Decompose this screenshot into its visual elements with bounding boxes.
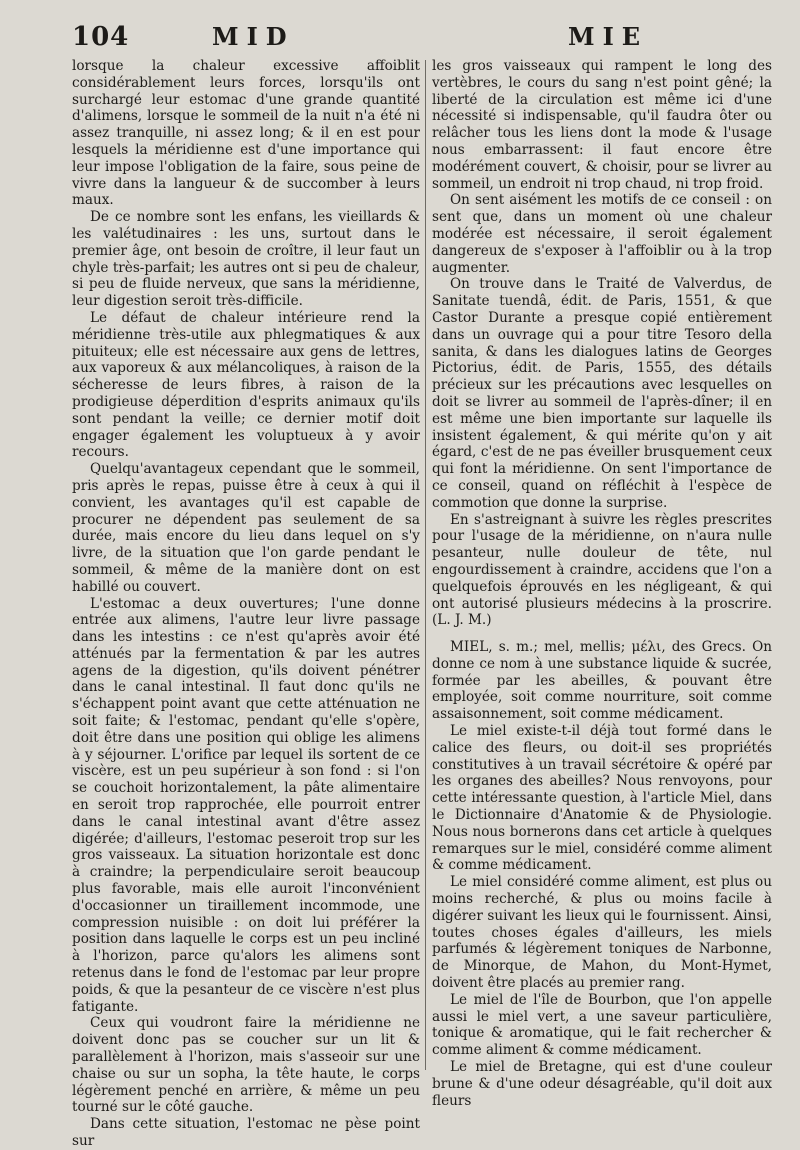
right-column xyxy=(432,58,772,1109)
left-running-head: MID xyxy=(212,22,295,51)
column-divider xyxy=(425,60,426,1070)
paragraph: Quelqu'avantageux cependant que le sommeil, pris après le repas, puisse être à ceux à qui il convient, les avantages qu'il est capable de procurer ne dépendent pas seulement de sa durée, mais encore du lieu dans lequel on s'y livre, de la situation que l'on garde pendant le sommeil, & même de la manière dont on est habillé ou couvert. xyxy=(72,461,420,595)
paragraph: De ce nombre sont les enfans, les vieillards & les valétudinaires : les uns, surtout dans le premier âge, ont besoin de croître, il leur faut un chyle très-parfait; les autres ont si peu de chaleur, si peu de fluide nerveux, que sans la méridienne, leur digestion seroit très-difficile. xyxy=(72,209,420,310)
section-gap xyxy=(432,629,772,639)
paragraph: On trouve dans le Traité de Valverdus, de Sanitate tuendâ, édit. de Paris, 1551, & que Castor Durante a presque copié entièrement dans un ouvrage qui a pour titre Tesoro della sanita, & dans les dialogues latins de Georges Pictorius, édit. de Paris, 1555, des détails précieux sur les précautions avec lesquelles on doit se livrer au sommeil de l'après-dîner; il en est même une bien importante sur laquelle ils insistent également, & qui mérite qu'on y ait égard, c'est de ne pas éveiller brusquement ceux qui font la méridienne. On sent l'importance de ce conseil, quand on réfléchit à l'espèce de commotion que donne la surprise. xyxy=(432,276,772,511)
paragraph: En s'astreignant à suivre les règles prescrites pour l'usage de la méridienne, on n'aura nulle pesanteur, nulle douleur de tête, nul engourdissement à craindre, accidens que l'on a quelquefois éprouvés en les négligeant, & qui ont autorisé plusieurs médecins à la proscrire. (L. J. M.) xyxy=(432,511,772,629)
paragraph: lorsque la chaleur excessive affoiblit considérablement leurs forces, lorsqu'ils ont surchargé leur estomac d'une grande quantité d'alimens, lorsque le sommeil de la nuit n'a été ni assez tranquille, ni assez long; & il en est pour lesquels la méridienne est d'une importance qui leur impose l'obligation de la faire, sous peine de vivre dans la langueur & de succomber à leurs maux. xyxy=(72,58,420,209)
paragraph: On sent aisément les motifs de ce conseil : on sent que, dans un moment où une chaleur modérée est nécessaire, il seroit également dangereux de s'exposer à l'affoiblir ou à la trop augmenter. xyxy=(432,192,772,276)
paragraph: Ceux qui voudront faire la méridienne ne doivent donc pas se coucher sur un lit & parallèlement à l'horizon, mais s'asseoir sur une chaise ou sur un sopha, la tête haute, le corps légèrement penché en arrière, & même un peu tourné sur le côté gauche. xyxy=(72,1015,420,1116)
paragraph: Dans cette situation, l'estomac ne pèse point sur xyxy=(72,1116,420,1149)
paragraph: les gros vaisseaux qui rampent le long des vertèbres, le cours du sang n'est point gêné; la liberté de la circulation est même ici d'une nécessité si indispensable, qu'il faudra ôter ou relâcher tous les liens dont la mode & l'usage nous embarrassent: il faut encore être modérément couvert, & choisir, pour se livrer au sommeil, un endroit ni trop chaud, ni trop froid. xyxy=(432,58,772,192)
paragraph: L'estomac a deux ouvertures; l'une donne entrée aux alimens, l'autre leur livre passage dans les intestins : ce n'est qu'après avoir été atténués par la fermentation & par les autres agens de la digestion, qu'ils doivent pénétrer dans le canal intestinal. Il faut donc qu'ils ne s'échappent point avant que cette atténuation ne soit faite; & l'estomac, pendant qu'elle s'opère, doit être dans une position qui oblige les alimens à y séjourner. L'orifice par lequel ils sortent de ce viscère, est un peu supérieur à son fond : si l'on se couchoit horizontalement, la pâte alimentaire en seroit trop rapprochée, elle pourroit entrer dans le canal intestinal avant d'être assez digérée; d'ailleurs, l'estomac peseroit trop sur les gros vaisseaux. La situation horizontale est donc à craindre; la perpendiculaire seroit beaucoup plus favorable, mais elle auroit l'inconvénient d'occasionner un tiraillement incommode, une compression nuisible : on doit lui préférer la position dans laquelle le corps est un peu incliné à l'horizon, parce qu'alors les alimens sont retenus dans le fond de l'estomac par leur propre poids, & que la pesanteur de ce viscère n'est plus fatigante. xyxy=(72,595,420,1015)
paragraph: Le miel existe-t-il déjà tout formé dans le calice des fleurs, ou doit-il ses propriétés constitutives à un travail sécrétoire & opéré par les organes des abeilles? Nous renvoyons, pour cette intéressante question, à l'article Miel, dans le Dictionnaire d'Anatomie & de Physiologie. Nous nous bornerons dans cet article à quelques remarques sur le miel, considéré comme aliment & comme médicament. xyxy=(432,723,772,874)
paragraph: MIEL, s. m.; mel, mellis; μέλι, des Grecs. On donne ce nom à une substance liquide & sucrée, formée par les abeilles, & pouvant être employée, soit comme nourriture, soit comme assaisonnement, soit comme médicament. xyxy=(432,639,772,723)
page-header xyxy=(0,22,800,58)
paragraph: Le miel de Bretagne, qui est d'une couleur brune & d'une odeur désagréable, qu'il doit aux fleurs xyxy=(432,1059,772,1109)
paragraph: Le miel de l'île de Bourbon, que l'on appelle aussi le miel vert, a une saveur particulière, tonique & aromatique, qui le fait rechercher & comme aliment & comme médicament. xyxy=(432,991,772,1059)
paragraph: Le miel considéré comme aliment, est plus ou moins recherché, & plus ou moins facile à digérer suivant les lieux qui le fournissent. Ainsi, toutes choses égales d'ailleurs, les miels parfumés & légèrement toniques de Narbonne, de Minorque, de Mahon, du Mont-Hymet, doivent être placés au premier rang. xyxy=(432,874,772,992)
right-running-head: MIE xyxy=(568,22,649,51)
page-number: 104 xyxy=(72,22,130,52)
paragraph: Le défaut de chaleur intérieure rend la méridienne très-utile aux phlegmatiques & aux pituiteux; elle est nécessaire aux gens de lettres, aux vaporeux & aux mélancoliques, à raison de la sécheresse de leurs fibres, à raison de la prodigieuse déperdition d'esprits animaux qu'ils sont pendant la veille; ce dernier motif doit engager également les voluptueux à y avoir recours. xyxy=(72,309,420,461)
left-column xyxy=(72,58,420,1149)
